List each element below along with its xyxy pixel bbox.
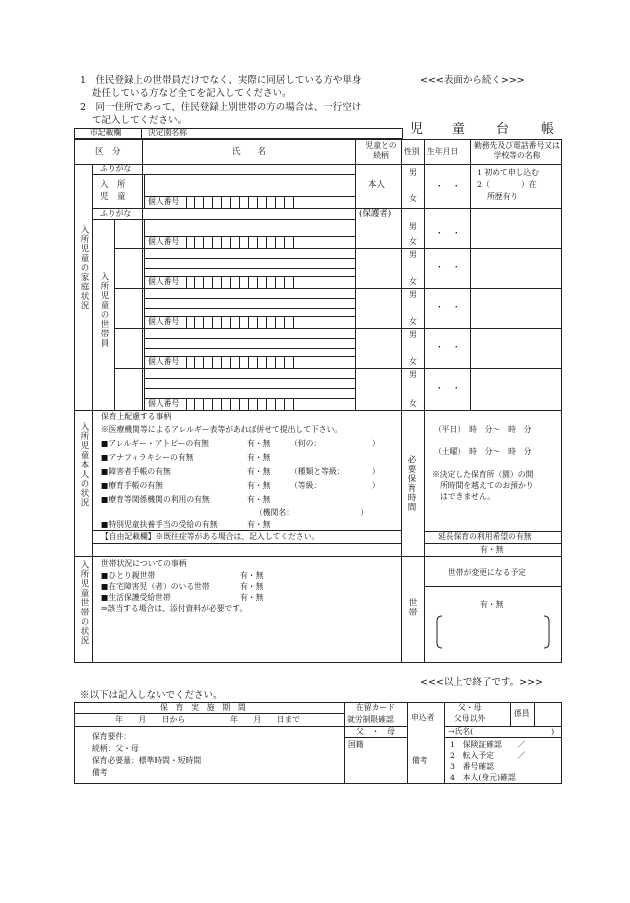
sex-male: 男 [409,250,417,259]
special-allowance-opt[interactable]: 有・無 [247,520,271,529]
bracket-field[interactable] [434,614,552,650]
extended-opt[interactable]: 有・無 [480,545,504,554]
time-weekday[interactable]: （平日） 時 分～ 時 分 [434,425,532,434]
office-remarks: 備考 [92,768,108,777]
birthdate-dots: ・ ・ [435,343,461,353]
sex-female: 女 [409,237,417,246]
household-change-opt[interactable]: 有・無 [480,600,504,609]
time-saturday[interactable]: （土曜） 時 分～ 時 分 [434,447,532,456]
sex-male: 男 [409,370,417,379]
sex-female: 女 [409,277,417,286]
side-household-short: 世帯 [407,598,417,617]
household-welfare-opt[interactable]: 有・無 [240,593,264,602]
care-item-anaphylaxis: ■アナフィラキシーの有無 [101,453,194,462]
birthdate-dots: ・ ・ [435,263,461,273]
child-label-2: 児 童 [100,192,126,202]
care-item-rehab: ■療育手帳の有無 [101,481,163,490]
office-check-2: 2 転入予定 ／ [450,751,526,760]
personal-number-label: 個人番号 [148,237,180,246]
relation-guardian: (保護者) [359,209,392,219]
office-necessity: 保育必要量：標準時間・短時間 [92,756,202,765]
office-staff: 係員 [514,709,530,718]
office-nationality: 国籍 [348,740,364,749]
sex-male: 男 [409,168,417,177]
title-char: 台 [496,122,510,137]
title-char: 童 [452,122,466,137]
special-allowance: ■特別児童扶養手当の受給の有無 [101,520,218,529]
birthdate-dots: ・ ・ [435,303,461,313]
time-note-2: 所時間を越えてのお預かり [440,481,534,490]
birthdate-dots: ・ ・ [435,384,461,394]
personal-number-label: 個人番号 [148,197,180,206]
city-field-label: 市記載欄 [90,128,122,137]
care-opt-disability[interactable]: 有・無 [247,467,271,476]
note-2b: て記入してください。 [92,115,188,126]
household-change: 世帯が変更になる予定 [448,568,526,577]
birthdate-dots: ・ ・ [435,229,461,239]
office-check-1: 1 保険証確認 ／ [450,740,526,749]
sex-female: 女 [409,357,417,366]
care-heading: 保育上配慮する事柄 [101,412,172,421]
household-disabled-opt[interactable]: 有・無 [240,582,264,591]
personal-number-cells[interactable] [186,197,294,208]
care-opt-institution[interactable]: 有・無 [247,495,271,504]
decided-garden-label: 決定園名称 [148,128,187,137]
history: 所歴有り [487,192,519,201]
decided-garden-field[interactable] [141,128,403,139]
title-char: 児 [410,122,424,137]
note-1: 1 住民登録上の世帯員だけでなく、実際に同居している方や単身 [80,75,362,86]
note-1b: 赴任している方など全てを記入してください。 [92,88,292,99]
household-single-opt[interactable]: 有・無 [240,571,264,580]
child-label: 入 所 [100,180,126,190]
office-non-parents: 父母以外 [454,714,486,723]
office-from: 年 月 日から [115,715,186,724]
personal-number-label: 個人番号 [148,357,180,366]
office-arrow-name: →氏名( ) [448,727,555,736]
header-workplace: 勤務先及び電話番号又は学校等の名称 [474,141,560,160]
sex-female: 女 [409,194,417,203]
personal-number-label: 個人番号 [148,317,180,326]
end-label: <<<以上で終了です。>>> [420,677,544,688]
side-household: 入所児童の家庭状況 [79,225,89,311]
care-extra-rehab: （等級： ） [290,481,380,490]
institution-name: （機関名： ） [255,508,369,517]
currently: 2（ ）在 [477,180,537,189]
birthdate-dots: ・ ・ [435,182,461,192]
office-to: 年 月 日まで [230,715,301,724]
side-members: 入所児童の世帯員 [99,272,109,348]
furigana-label-2: ふりがな [100,209,132,218]
office-work-limit: 就労制限確認 [347,715,394,724]
personal-number-label: 個人番号 [148,399,180,408]
care-extra-allergy: （何の： ） [290,439,380,448]
sex-female: 女 [409,317,417,326]
sex-male: 男 [409,222,417,231]
care-extra-disability: （種類と等級： ） [290,467,380,476]
header-relation: 児童との続柄 [365,141,397,160]
household-heading: 世帯状況についての事柄 [101,559,187,568]
personal-number-label: 個人番号 [148,277,180,286]
household-disabled: ■在宅障害児（者）のいる世帯 [101,582,210,591]
office-applicant: 申込者 [411,713,435,722]
free-field-label: 【自由記載欄】※既往症等がある場合は、記入してください。 [101,532,320,541]
office-notice: ※以下は記入しないでください。 [80,690,223,701]
household-single: ■ひとり親世帯 [101,571,156,580]
sex-male: 男 [409,290,417,299]
sex-male: 男 [409,330,417,339]
personal-number-cells[interactable] [186,237,294,248]
office-father-mother: 父 ・ 母 [356,727,395,736]
relation-self: 本人 [368,180,386,190]
personal-number-cells[interactable] [186,399,294,410]
care-opt-anaphylaxis[interactable]: 有・無 [247,453,271,462]
office-parents: 父・母 [458,703,482,712]
note-2: 2 同一住所であって、住民登録上別世帯の方の場合は、一行空け [80,102,362,113]
care-item-institution: ■療育等関係機関の利用の有無 [101,495,210,504]
office-check-4: 4 本人(身元)確認 [450,773,516,782]
office-residence-card: 在留カード [356,703,395,712]
time-note-1: ※決定した保育所（園）の開 [432,470,534,479]
page-title [410,118,560,137]
office-relation: 続柄：父・母 [92,744,139,753]
sex-female: 女 [409,399,417,408]
allergy-note: ※医療機関等によるアレルギー表等があれば併せて提出して下さい。 [101,425,343,434]
continued-label: <<<表面から続く>>> [420,75,525,86]
personal-number-cells[interactable] [186,317,294,328]
care-opt-rehab[interactable]: 有・無 [247,481,271,490]
first-apply: 1 初めて申し込む [477,168,540,177]
side-care-time: 必要保育時間 [406,455,416,512]
office-check-3: 3 番号確認 [450,762,494,771]
side-child-status: 入所児童本人の状況 [79,422,89,508]
office-remarks2: 備考 [412,756,428,765]
household-welfare: ■生活保護受給世帯 [101,593,171,602]
personal-number-cells[interactable] [186,357,294,368]
extended-label: 延長保育の利用希望の有無 [438,532,532,541]
side-household-status: 入所児童世帯の状況 [79,560,89,646]
time-note-3: はできません。 [440,492,496,501]
title-char: 帳 [541,122,555,137]
care-opt-allergy[interactable]: 有・無 [247,439,271,448]
header-sex: 性別 [404,147,420,156]
header-name: 氏 名 [232,147,267,157]
care-item-allergy: ■アレルギー・アトピーの有無 [101,439,209,448]
header-birthdate: 生年月日 [427,147,459,156]
furigana-label: ふりがな [100,164,132,173]
care-item-disability: ■障害者手帳の有無 [101,467,171,476]
office-period: 保 育 実 施 期 間 [160,703,246,712]
personal-number-cells[interactable] [186,277,294,288]
household-attach-note: ⇒該当する場合は、添付資料が必要です。 [101,604,248,613]
office-requirement: 保育要件： [92,732,131,741]
header-category: 区 分 [95,147,121,157]
